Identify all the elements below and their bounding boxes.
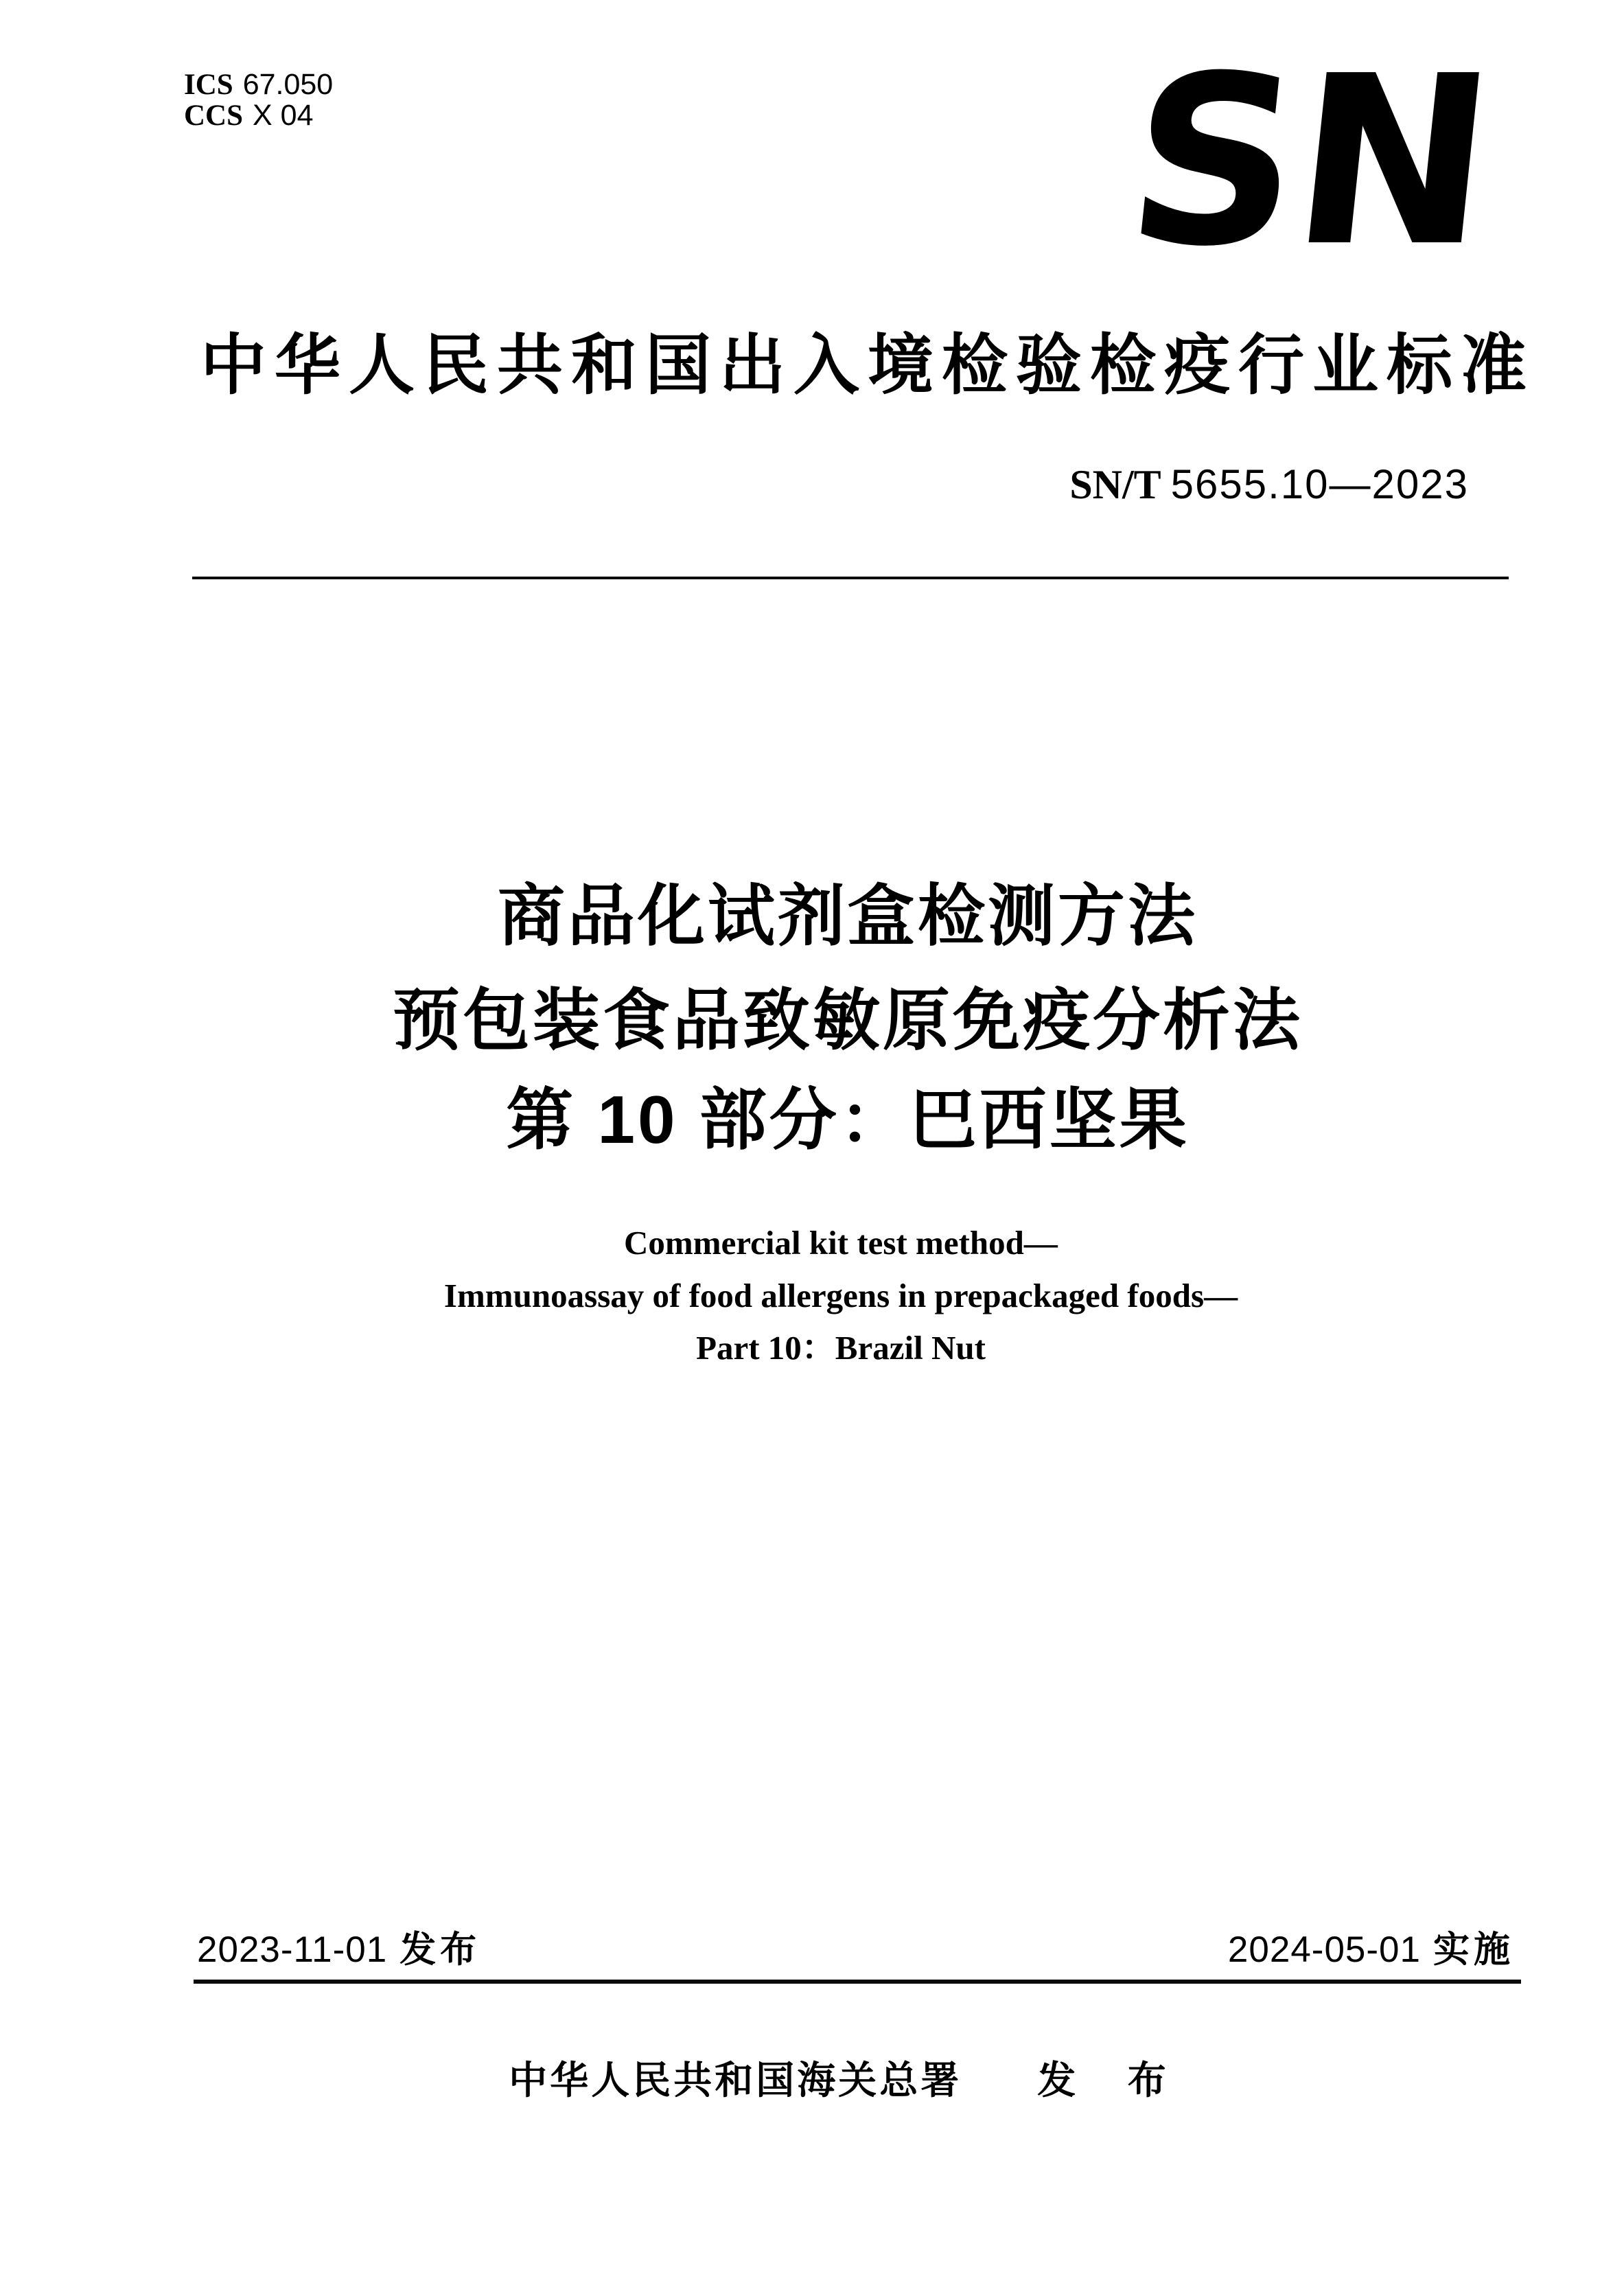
english-title-line-2: Immunoassay of food allergens in prepackaged foods—	[443, 1277, 1238, 1314]
chinese-title-line-1: 商品化试剂盒检测方法	[497, 878, 1198, 953]
classification-codes	[184, 69, 333, 131]
issue-date: 2023-11-01	[197, 1929, 388, 1970]
chinese-title-line-3: 第 10 部分：巴西坚果	[506, 1082, 1190, 1157]
chinese-title-line-2: 预包装食品致敏原免疫分析法	[392, 982, 1303, 1058]
standard-number-value: 5655.10—2023	[1170, 461, 1469, 507]
ccs-label: CCS	[184, 100, 244, 132]
top-divider-rule	[192, 577, 1509, 579]
implementation-date-line	[1228, 1930, 1514, 1970]
sn-logo: SN	[1115, 26, 1503, 298]
ics-label: ICS	[184, 69, 233, 101]
english-title-line-1: Commercial kit test method—	[624, 1224, 1058, 1262]
standard-number	[1069, 461, 1469, 509]
publisher-name: 中华人民共和国海关总署	[509, 2059, 962, 2102]
english-title-line-3: Part 10：Brazil Nut	[696, 1329, 986, 1367]
issue-date-line	[197, 1930, 480, 1970]
standard-number-prefix: SN/T	[1069, 462, 1171, 507]
issue-label: 发布	[399, 1929, 481, 1970]
implementation-date: 2024-05-01	[1227, 1929, 1421, 1970]
ics-value: 67.050	[242, 68, 334, 101]
ccs-code-line	[184, 100, 333, 131]
standard-category-title: 中华人民共和国出入境检验检疫行业标准	[200, 329, 1535, 402]
ccs-value: X 04	[253, 99, 314, 132]
publish-label: 发 布	[1037, 2059, 1187, 2102]
bottom-divider-rule	[194, 1980, 1521, 1984]
publisher-line	[71, 2059, 1624, 2102]
implementation-label: 实施	[1433, 1929, 1514, 1970]
ics-code-line	[184, 69, 333, 100]
